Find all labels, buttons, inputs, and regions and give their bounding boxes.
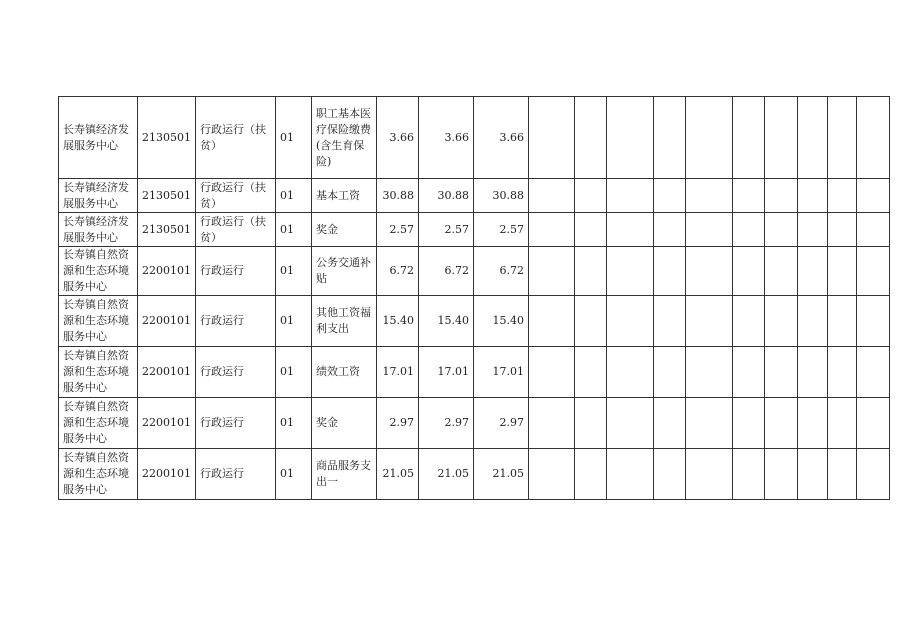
- empty-cell: [686, 347, 733, 398]
- empty-cell: [798, 97, 828, 179]
- table-row: [59, 179, 890, 213]
- economic-item-cell: 其他工资福利支出: [312, 296, 377, 347]
- total-amount-cell: 17.01: [377, 347, 419, 398]
- function-name-cell: 行政运行（扶贫）: [196, 213, 276, 247]
- empty-cell: [686, 179, 733, 213]
- economic-item-cell: 奖金: [312, 213, 377, 247]
- empty-cell: [607, 398, 654, 449]
- basic-amount-cell: 30.88: [474, 179, 529, 213]
- empty-cell: [733, 247, 765, 296]
- empty-cell: [733, 296, 765, 347]
- function-code-cell: 2200101: [138, 449, 196, 500]
- function-name-cell: 行政运行: [196, 296, 276, 347]
- empty-cell: [686, 449, 733, 500]
- function-name-cell: 行政运行: [196, 449, 276, 500]
- empty-cell: [765, 347, 798, 398]
- empty-cell: [686, 213, 733, 247]
- empty-cell: [733, 398, 765, 449]
- empty-cell: [654, 179, 686, 213]
- empty-cell: [529, 296, 575, 347]
- subtotal-amount-cell: 15.40: [419, 296, 474, 347]
- subtotal-amount-cell: 2.97: [419, 398, 474, 449]
- empty-cell: [828, 296, 857, 347]
- basic-amount-cell: 15.40: [474, 296, 529, 347]
- unit-cell: 长寿镇自然资源和生态环境服务中心: [59, 296, 138, 347]
- empty-cell: [733, 347, 765, 398]
- unit-cell: 长寿镇经济发展服务中心: [59, 97, 138, 179]
- unit-cell: 长寿镇自然资源和生态环境服务中心: [59, 398, 138, 449]
- empty-cell: [828, 449, 857, 500]
- function-code-cell: 2200101: [138, 247, 196, 296]
- subtotal-amount-cell: 30.88: [419, 179, 474, 213]
- empty-cell: [686, 247, 733, 296]
- subtotal-amount-cell: 6.72: [419, 247, 474, 296]
- economic-item-cell: 公务交通补贴: [312, 247, 377, 296]
- empty-cell: [607, 179, 654, 213]
- subtotal-amount-cell: 2.57: [419, 213, 474, 247]
- table-row: [59, 296, 890, 347]
- subtotal-amount-cell: 21.05: [419, 449, 474, 500]
- empty-cell: [733, 179, 765, 213]
- total-amount-cell: 6.72: [377, 247, 419, 296]
- empty-cell: [529, 247, 575, 296]
- total-amount-cell: 3.66: [377, 97, 419, 179]
- function-code-cell: 2200101: [138, 296, 196, 347]
- empty-cell: [733, 449, 765, 500]
- empty-cell: [798, 449, 828, 500]
- category-code-cell: 01: [276, 398, 312, 449]
- empty-cell: [529, 449, 575, 500]
- empty-cell: [798, 398, 828, 449]
- basic-amount-cell: 21.05: [474, 449, 529, 500]
- empty-cell: [686, 97, 733, 179]
- table-row: [59, 347, 890, 398]
- total-amount-cell: 21.05: [377, 449, 419, 500]
- empty-cell: [798, 247, 828, 296]
- empty-cell: [828, 247, 857, 296]
- category-code-cell: 01: [276, 97, 312, 179]
- empty-cell: [607, 296, 654, 347]
- empty-cell: [654, 213, 686, 247]
- function-name-cell: 行政运行（扶贫）: [196, 179, 276, 213]
- empty-cell: [765, 213, 798, 247]
- category-code-cell: 01: [276, 247, 312, 296]
- function-code-cell: 2200101: [138, 347, 196, 398]
- table-row: [59, 247, 890, 296]
- empty-cell: [765, 179, 798, 213]
- empty-cell: [654, 398, 686, 449]
- unit-cell: 长寿镇经济发展服务中心: [59, 179, 138, 213]
- empty-cell: [765, 296, 798, 347]
- category-code-cell: 01: [276, 296, 312, 347]
- empty-cell: [575, 179, 607, 213]
- empty-cell: [686, 398, 733, 449]
- empty-cell: [857, 296, 890, 347]
- function-code-cell: 2130501: [138, 213, 196, 247]
- table-row: [59, 213, 890, 247]
- empty-cell: [575, 97, 607, 179]
- empty-cell: [654, 97, 686, 179]
- empty-cell: [857, 213, 890, 247]
- table-row: [59, 398, 890, 449]
- economic-item-cell: 商品服务支出一: [312, 449, 377, 500]
- subtotal-amount-cell: 17.01: [419, 347, 474, 398]
- empty-cell: [765, 449, 798, 500]
- empty-cell: [857, 347, 890, 398]
- unit-cell: 长寿镇自然资源和生态环境服务中心: [59, 247, 138, 296]
- empty-cell: [765, 398, 798, 449]
- empty-cell: [828, 398, 857, 449]
- empty-cell: [733, 213, 765, 247]
- empty-cell: [828, 213, 857, 247]
- function-name-cell: 行政运行: [196, 347, 276, 398]
- empty-cell: [654, 347, 686, 398]
- empty-cell: [607, 97, 654, 179]
- empty-cell: [607, 347, 654, 398]
- empty-cell: [575, 213, 607, 247]
- empty-cell: [798, 179, 828, 213]
- basic-amount-cell: 17.01: [474, 347, 529, 398]
- empty-cell: [654, 449, 686, 500]
- total-amount-cell: 2.97: [377, 398, 419, 449]
- empty-cell: [765, 247, 798, 296]
- basic-amount-cell: 2.57: [474, 213, 529, 247]
- empty-cell: [529, 213, 575, 247]
- category-code-cell: 01: [276, 179, 312, 213]
- empty-cell: [733, 97, 765, 179]
- empty-cell: [686, 296, 733, 347]
- empty-cell: [828, 347, 857, 398]
- empty-cell: [857, 247, 890, 296]
- empty-cell: [765, 97, 798, 179]
- empty-cell: [654, 296, 686, 347]
- basic-amount-cell: 3.66: [474, 97, 529, 179]
- category-code-cell: 01: [276, 213, 312, 247]
- subtotal-amount-cell: 3.66: [419, 97, 474, 179]
- empty-cell: [857, 398, 890, 449]
- economic-item-cell: 奖金: [312, 398, 377, 449]
- unit-cell: 长寿镇自然资源和生态环境服务中心: [59, 347, 138, 398]
- empty-cell: [607, 449, 654, 500]
- empty-cell: [607, 213, 654, 247]
- empty-cell: [857, 97, 890, 179]
- empty-cell: [529, 97, 575, 179]
- function-code-cell: 2200101: [138, 398, 196, 449]
- total-amount-cell: 30.88: [377, 179, 419, 213]
- economic-item-cell: 基本工资: [312, 179, 377, 213]
- empty-cell: [857, 449, 890, 500]
- category-code-cell: 01: [276, 449, 312, 500]
- empty-cell: [575, 296, 607, 347]
- empty-cell: [857, 179, 890, 213]
- empty-cell: [798, 296, 828, 347]
- economic-item-cell: 职工基本医疗保险缴费(含生育保险): [312, 97, 377, 179]
- function-name-cell: 行政运行: [196, 247, 276, 296]
- empty-cell: [828, 97, 857, 179]
- category-code-cell: 01: [276, 347, 312, 398]
- table-row: [59, 97, 890, 179]
- empty-cell: [575, 347, 607, 398]
- empty-cell: [828, 179, 857, 213]
- unit-cell: 长寿镇经济发展服务中心: [59, 213, 138, 247]
- function-name-cell: 行政运行（扶贫）: [196, 97, 276, 179]
- basic-amount-cell: 6.72: [474, 247, 529, 296]
- total-amount-cell: 2.57: [377, 213, 419, 247]
- function-name-cell: 行政运行: [196, 398, 276, 449]
- empty-cell: [607, 247, 654, 296]
- empty-cell: [575, 398, 607, 449]
- empty-cell: [529, 179, 575, 213]
- empty-cell: [529, 398, 575, 449]
- empty-cell: [798, 347, 828, 398]
- total-amount-cell: 15.40: [377, 296, 419, 347]
- basic-amount-cell: 2.97: [474, 398, 529, 449]
- empty-cell: [529, 347, 575, 398]
- budget-table: [58, 96, 890, 500]
- function-code-cell: 2130501: [138, 179, 196, 213]
- economic-item-cell: 绩效工资: [312, 347, 377, 398]
- table-row: [59, 449, 890, 500]
- empty-cell: [798, 213, 828, 247]
- empty-cell: [654, 247, 686, 296]
- empty-cell: [575, 449, 607, 500]
- empty-cell: [575, 247, 607, 296]
- unit-cell: 长寿镇自然资源和生态环境服务中心: [59, 449, 138, 500]
- function-code-cell: 2130501: [138, 97, 196, 179]
